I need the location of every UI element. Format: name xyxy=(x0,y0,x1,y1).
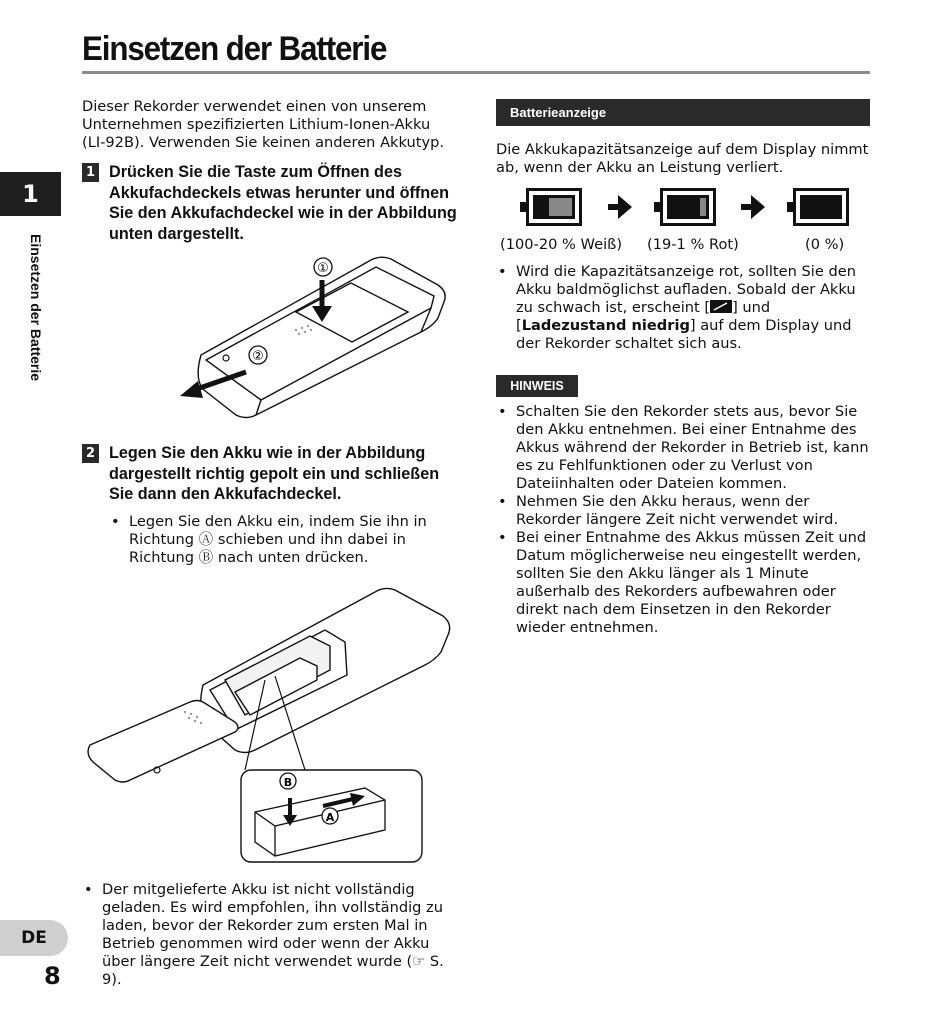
battery-caption: (100-20 % Weiß) xyxy=(500,236,623,253)
direction-b-symbol: Ⓑ xyxy=(198,549,214,566)
battery-intro-paragraph: Die Akkukapazitätsanzeige auf dem Display nimmt ab, wenn der Akku an Leistung verliert. xyxy=(496,141,869,176)
step-number-badge: 2 xyxy=(82,444,99,463)
battery-level-fill xyxy=(533,195,575,219)
step-instruction: Legen Sie den Akku wie in der Abbildung dargestellt richtig gepolt ein und schließen Sie dann den Akkufachdeckel. xyxy=(109,444,440,503)
direction-a-symbol: Ⓐ xyxy=(198,531,214,548)
step-instruction: Drücken Sie die Taste zum Öffnen des Akkufachdeckels etwas herunter und öffnen Sie den Akkufachdeckel wie in der Abbildung unten dargestellt. xyxy=(109,163,457,243)
step-2 xyxy=(82,443,462,505)
page-number: 8 xyxy=(44,962,61,990)
battery-insertion-illustration xyxy=(85,580,455,865)
battery-caption: (19-1 % Rot) xyxy=(647,236,739,253)
battery-full-icon xyxy=(526,188,582,226)
chapter-tab: 1 xyxy=(0,172,61,216)
battery-empty-icon xyxy=(793,188,849,226)
note-bullet-list xyxy=(496,403,870,637)
arrow-right-icon xyxy=(604,192,636,222)
list-item: • Der mitgelieferte Akku ist nicht vollständig geladen. Es wird empfohlen, ihn vollständig zu laden, bevor der Rekorder zum ersten Mal in Betrieb genommen wird oder wenn der Akku über längere Zeit nicht verwendet wurde (☞ S. 9). xyxy=(82,881,462,989)
title-divider xyxy=(82,71,870,74)
reference-hand-icon: ☞ xyxy=(412,953,426,970)
label-a: A xyxy=(325,811,335,824)
section-header-battery-indicator: Batterieanzeige xyxy=(496,99,870,126)
arrow-right-icon xyxy=(737,192,769,222)
battery-bullet-list xyxy=(496,263,870,353)
battery-caption: (0 %) xyxy=(805,236,845,253)
callout-2: ② xyxy=(252,349,264,364)
battery-level-fill xyxy=(667,195,709,219)
step2-bullet-list xyxy=(109,513,439,567)
language-badge: DE xyxy=(0,920,68,956)
recorder-open-cover-illustration xyxy=(176,250,451,425)
callout-1: ① xyxy=(317,261,329,276)
intro-paragraph: Dieser Rekorder verwendet einen von unserem Unternehmen spezifizierten Lithium-Ionen-Akku (LI-92B). Verwenden Sie keinen anderen Akkutyp. xyxy=(82,98,445,151)
charge-note-list xyxy=(82,881,462,989)
battery-low-icon xyxy=(660,188,716,226)
list-item: • Schalten Sie den Rekorder stets aus, bevor Sie den Akku entnehmen. Bei einer Entnahme des Akkus während der Rekorder in Betrieb ist, kann es zu Fehlfunktionen oder zu Verlust von Dateiinhalten oder Dateien kommen. xyxy=(496,403,870,493)
battery-level-fill xyxy=(800,195,842,219)
list-item: • Nehmen Sie den Akku heraus, wenn der Rekorder längere Zeit nicht verwendet wird. xyxy=(496,493,870,529)
step-1 xyxy=(82,162,462,244)
list-item: • Legen Sie den Akku ein, indem Sie ihn in Richtung Ⓐ schieben und ihn dabei in Richtung Ⓑ nach unten drücken. xyxy=(109,513,439,567)
chapter-side-label: Einsetzen der Batterie xyxy=(28,234,44,382)
label-b: B xyxy=(283,776,293,789)
page-title: Einsetzen der Batterie xyxy=(82,30,387,68)
low-battery-icon xyxy=(710,300,732,313)
step-number-badge: 1 xyxy=(82,163,99,182)
list-item: • Bei einer Entnahme des Akkus müssen Zeit und Datum möglicherweise neu eingestellt werden, sollten Sie den Akku länger als 1 Minute außerhalb des Rekorders aufbewahren oder direkt nach dem Einsetzen in den Rekorder wieder entnehmen. xyxy=(496,529,870,637)
list-item: • Wird die Kapazitätsanzeige rot, sollten Sie den Akku baldmöglichst aufladen. Sobald der Akku zu schwach ist, erscheint [ ] und [Ladezustand niedrig] auf dem Display und der Rekorder schaltet sich aus. xyxy=(496,263,870,353)
note-label: HINWEIS xyxy=(496,375,578,397)
